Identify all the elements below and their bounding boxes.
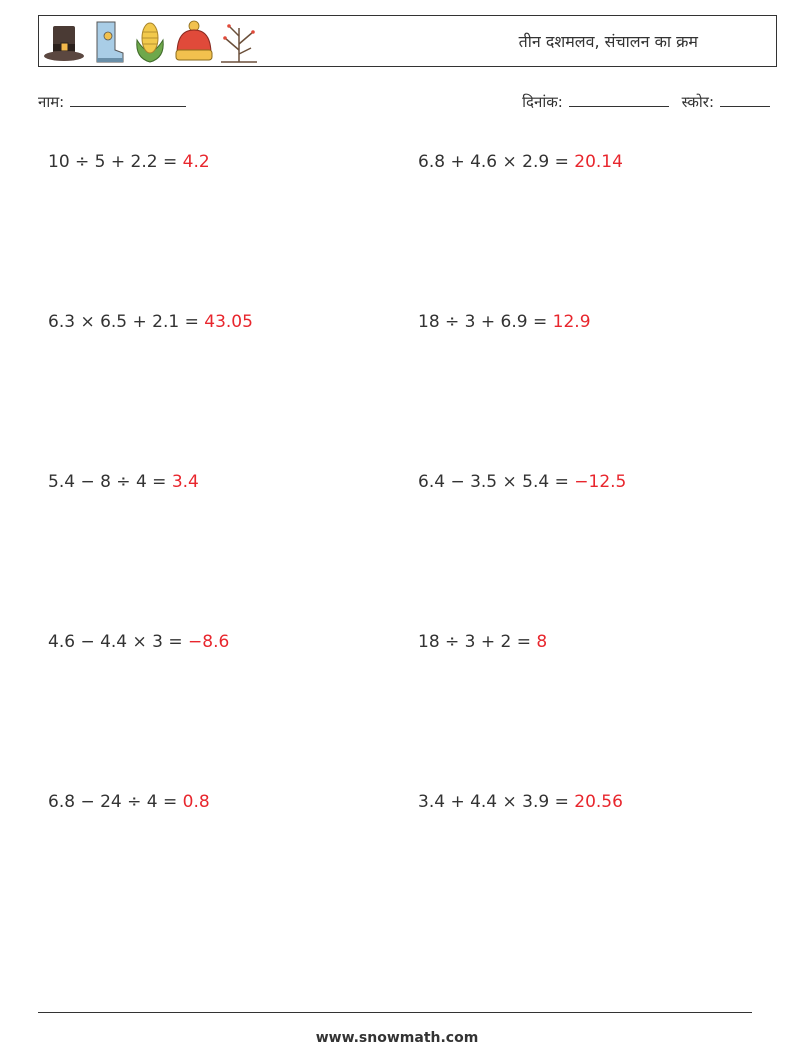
bare-branch-icon (219, 20, 259, 64)
date-score-fields (522, 92, 770, 112)
score-label: स्कोर: (681, 93, 714, 111)
problem-9 (48, 792, 210, 812)
header-icons (43, 20, 259, 64)
date-label: दिनांक: (522, 93, 563, 111)
problem-answer: 3.4 (171, 472, 199, 492)
problem-question: 18 ÷ 3 + 6.9 = (418, 312, 548, 332)
problem-question: 3.4 + 4.4 × 3.9 = (418, 792, 569, 812)
problem-4 (418, 312, 591, 332)
problem-10 (418, 792, 623, 812)
problem-question: 18 ÷ 3 + 2 = (418, 632, 532, 652)
problem-answer: 43.05 (204, 312, 253, 332)
problem-answer: 4.2 (182, 152, 210, 172)
problem-answer: 12.9 (552, 312, 591, 332)
pilgrim-hat-icon (43, 20, 85, 64)
footer-website[interactable]: www.snowmath.com (315, 1030, 479, 1046)
problem-answer: 8 (536, 632, 548, 652)
problem-8 (418, 632, 547, 652)
problem-answer: 20.14 (574, 152, 623, 172)
problem-1 (48, 152, 210, 172)
problem-question: 6.8 − 24 ÷ 4 = (48, 792, 178, 812)
winter-hat-icon (173, 20, 215, 64)
problem-answer: 0.8 (182, 792, 210, 812)
problem-5 (48, 472, 199, 492)
score-blank[interactable] (720, 92, 770, 107)
name-blank[interactable] (70, 92, 186, 107)
rain-boot-icon (89, 20, 127, 64)
problem-answer: −8.6 (188, 632, 230, 652)
name-label: नाम: (38, 93, 65, 111)
name-field (38, 92, 186, 112)
problem-7 (48, 632, 229, 652)
footer-divider (38, 1012, 752, 1013)
problem-question: 6.4 − 3.5 × 5.4 = (418, 472, 569, 492)
problem-3 (48, 312, 253, 332)
problem-question: 4.6 − 4.4 × 3 = (48, 632, 183, 652)
problem-question: 10 ÷ 5 + 2.2 = (48, 152, 178, 172)
problem-6 (418, 472, 626, 492)
problem-question: 5.4 − 8 ÷ 4 = (48, 472, 167, 492)
header-box (38, 15, 777, 67)
date-blank[interactable] (569, 92, 669, 107)
problem-answer: −12.5 (574, 472, 627, 492)
corn-icon (131, 20, 169, 64)
problem-2 (418, 152, 623, 172)
problem-answer: 20.56 (574, 792, 623, 812)
problem-question: 6.8 + 4.6 × 2.9 = (418, 152, 569, 172)
problem-question: 6.3 × 6.5 + 2.1 = (48, 312, 199, 332)
worksheet-title: तीन दशमलव, संचालन का क्रम (518, 32, 698, 51)
